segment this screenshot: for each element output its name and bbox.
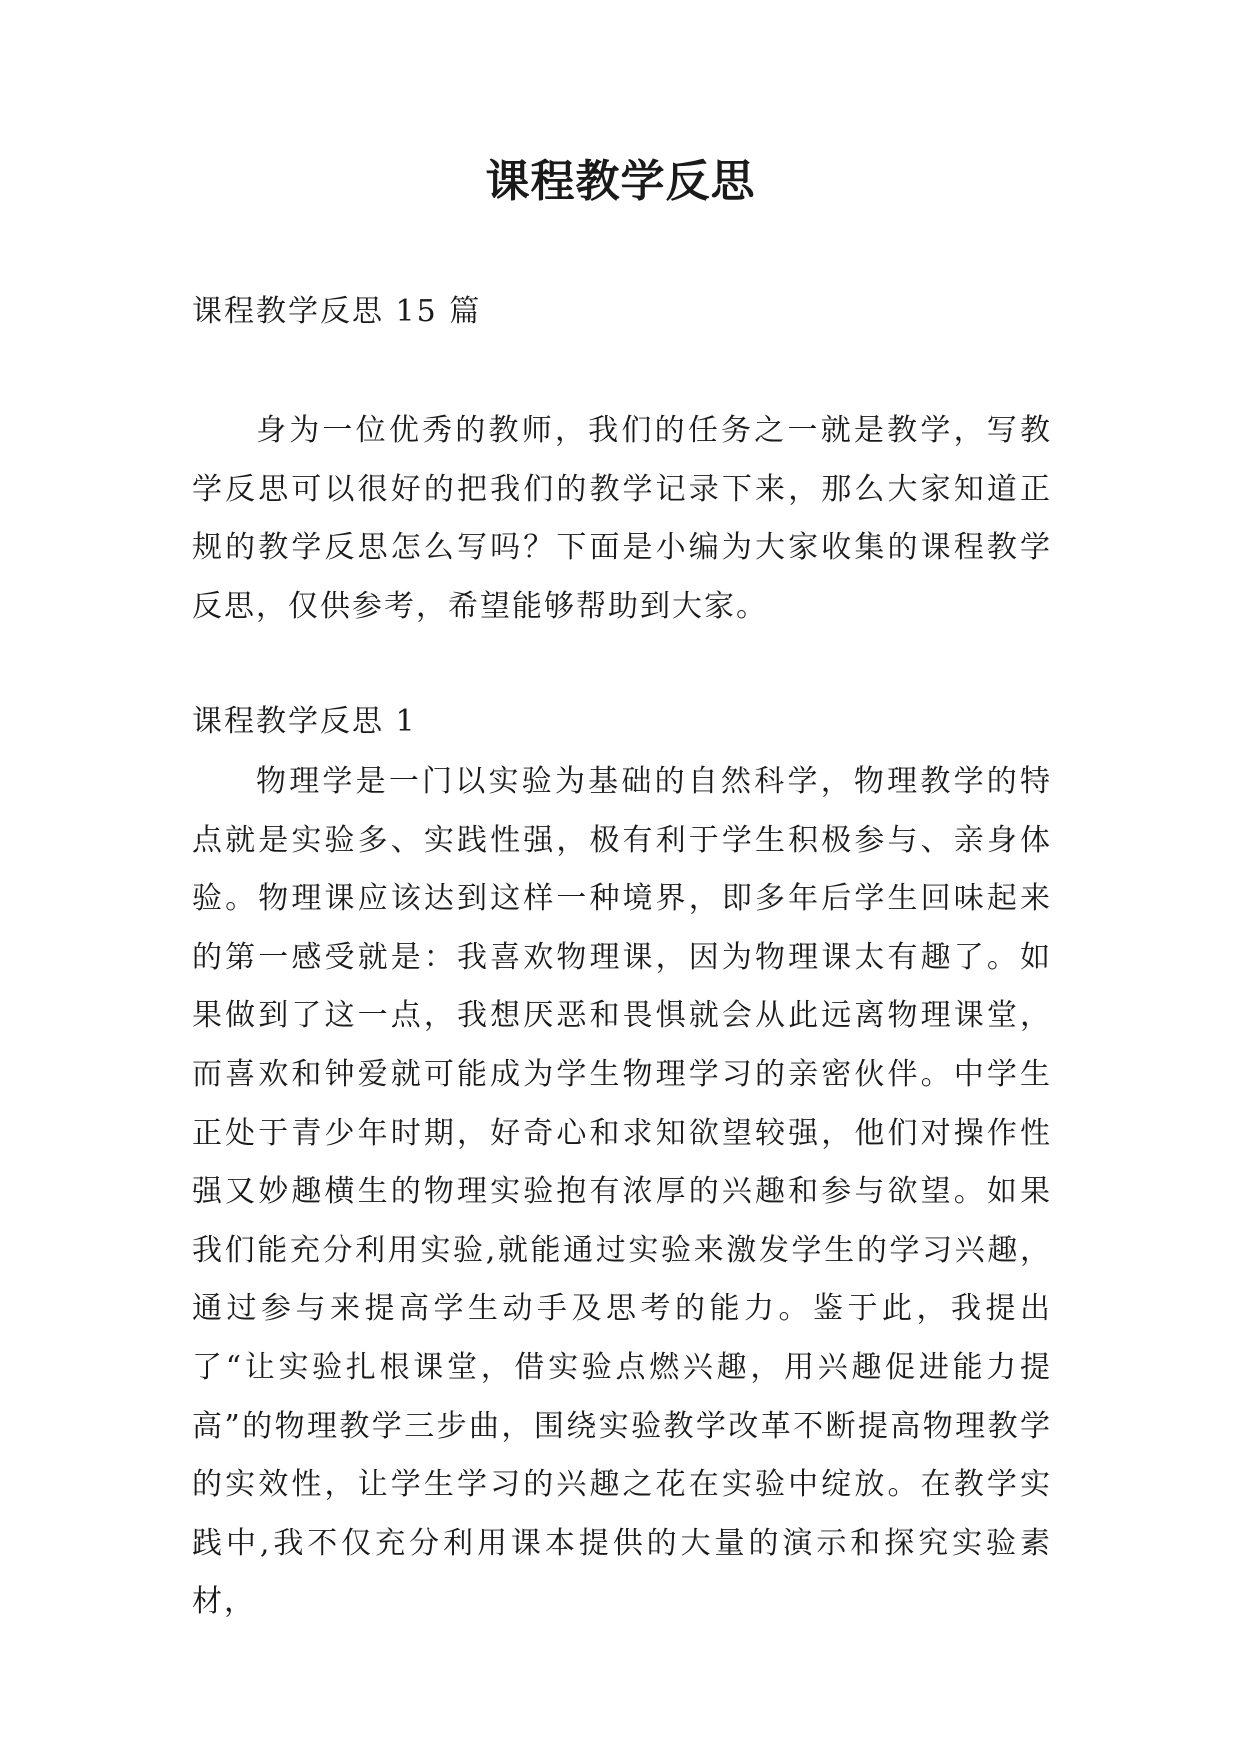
section-heading: 课程教学反思 1: [192, 704, 417, 739]
section-body-paragraph: 物理学是一门以实验为基础的自然科学，物理教学的特点就是实验多、实践性强，极有利于学生积极参与、亲身体验。物理课应该达到这样一种境界，即多年后学生回味起来的第一感受就是：我喜欢物理课，因为物理课太有趣了。如果做到了这一点，我想厌恶和畏惧就会从此远离物理课堂，而喜欢和钟爱就可能成为学生物理学习的亲密伙伴。中学生正处于青少年时期，好奇心和求知欲望较强，他们对操作性强又妙趣横生的物理实验抱有浓厚的兴趣和参与欲望。如果我们能充分利用实验,就能通过实验来激发学生的学习兴趣，通过参与来提高学生动手及思考的能力。鉴于此，我提出了“让实验扎根课堂，借实验点燃兴趣，用兴趣促进能力提高”的物理教学三步曲，围绕实验教学改革不断提高物理教学的实效性，让学生学习的兴趣之花在实验中绽放。在教学实践中,我不仅充分利用课本提供的大量的演示和探究实验素材，: [192, 764, 1052, 1620]
intro-paragraph: 身为一位优秀的教师，我们的任务之一就是教学，写教学反思可以很好的把我们的教学记录下来，那么大家知道正规的教学反思怎么写吗？下面是小编为大家收集的课程教学反思，仅供参考，希望能够帮助到大家。: [192, 413, 1052, 624]
document-subtitle: 课程教学反思 15 篇: [192, 294, 482, 329]
document-title: 课程教学反思: [485, 156, 756, 207]
